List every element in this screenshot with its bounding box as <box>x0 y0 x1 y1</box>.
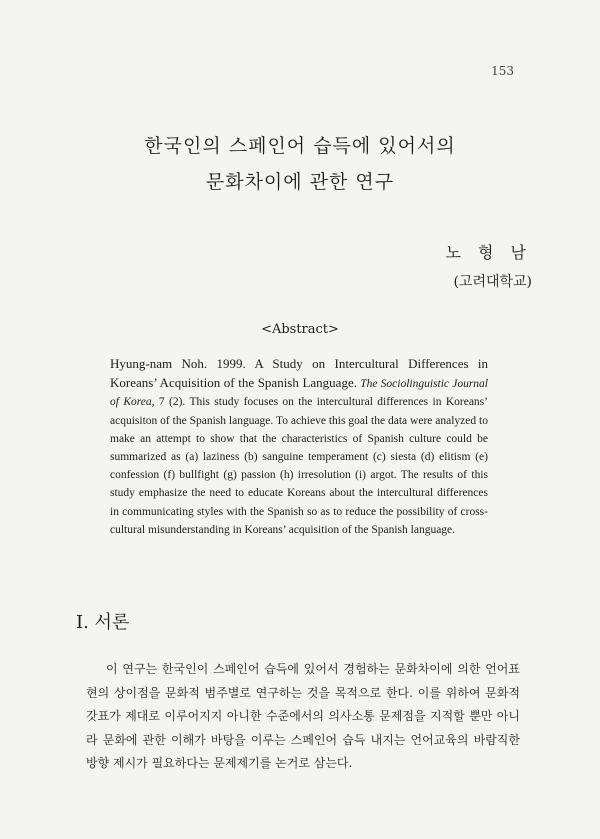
abstract-heading: <Abstract> <box>261 322 339 337</box>
paper-title <box>0 128 600 200</box>
title-line-1: 한국인의 스페인어 습득에 있어서의 <box>144 135 456 157</box>
author-affiliation: (고려대학교) <box>453 274 532 290</box>
abstract-citation: Hyung-nam Noh. 1999. A Study on Intercultural Differences in Koreans’ Acquisition of the Spanish Language. <box>110 356 488 391</box>
page-number: 153 <box>491 64 514 78</box>
abstract-text <box>110 355 488 539</box>
abstract-body: 7 (2). This study focuses on the intercultural differences in Koreans’ acquisiton of the Spanish language. To achieve this goal the data were analyzed to make an attempt to show that the characteristics of Spanish culture could be summarized as (a) laziness (b) sanguine temperament (c) siesta (d) elitism (e) confession (f) bullfight (g) passion (h) irresolution (i) argot. The results of this study emphasize the need to educate Koreans about the intercultural differences in communicating styles with the Spanish so as to reduce the possibility of cross-cultural misunderstanding in Koreans’ acquisition of the Spanish language. <box>110 396 488 536</box>
author-name: 노 형 남 <box>445 243 532 262</box>
author-block <box>445 240 532 291</box>
title-line-2: 문화차이에 관한 연구 <box>205 171 395 193</box>
abstract-journal: The Sociolinguistic Journal of Korea, <box>110 378 488 409</box>
section-body: 이 연구는 한국인이 스페인어 습득에 있어서 경험하는 문화차이에 의한 언어표현의 상이점을 문화적 범주별로 연구하는 것을 목적으로 한다. 이를 위하여 문화적 갓표가 제대로 이루어지지 아니한 수준에서의 의사소통 문제점을 지적할 뿐만 아니라 문화에 관한 이해가 바탕을 이루는 스페인어 습득 내지는 언어교육의 바람직한 방향 제시가 필요하다는 문제제기를 논거로 삼는다. <box>86 662 520 770</box>
section-heading: I. 서론 <box>76 612 130 633</box>
